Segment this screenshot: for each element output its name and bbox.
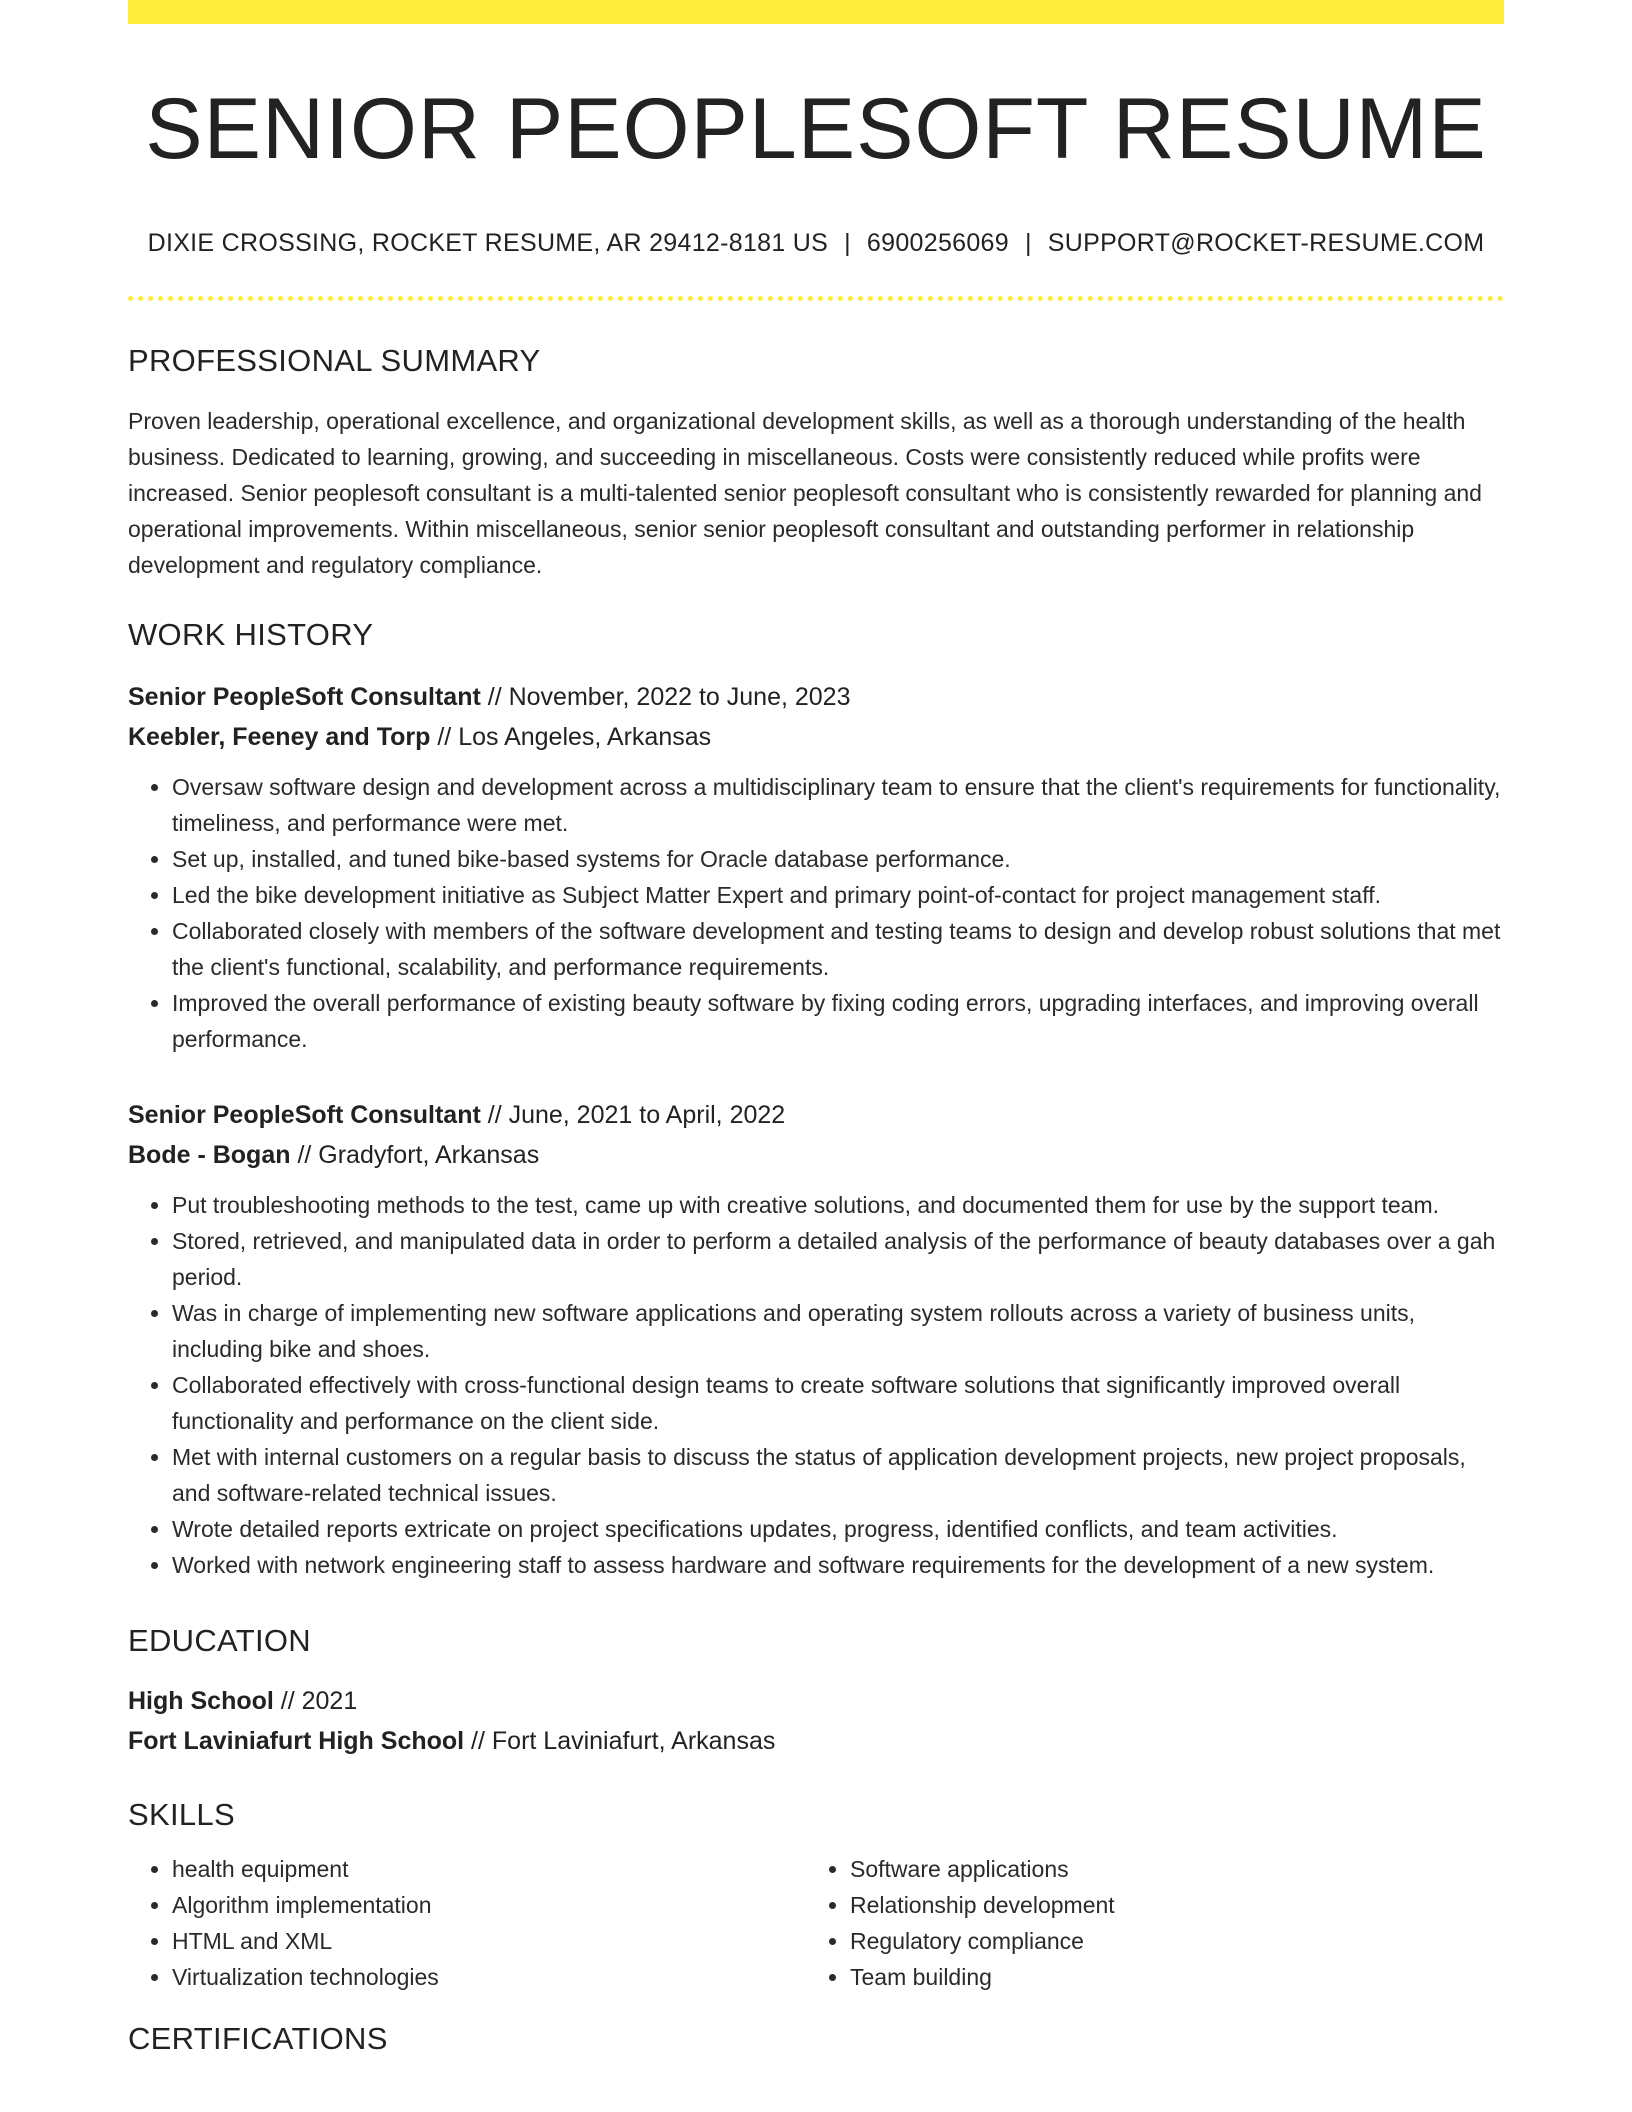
contact-line	[128, 229, 1504, 258]
skill-item: • Regulatory compliance	[850, 1923, 1484, 1959]
job-company-line	[128, 1135, 1504, 1175]
skill-item: • Software applications	[850, 1851, 1484, 1887]
job-role: Senior PeopleSoft Consultant	[128, 1100, 481, 1129]
job-bullet: • Improved the overall performance of existing beauty software by fixing coding errors, upgrading interfaces, and improving overall performance.	[172, 985, 1504, 1057]
education-location: // Fort Laviniafurt, Arkansas	[464, 1726, 776, 1755]
job-dates: // November, 2022 to June, 2023	[480, 682, 851, 711]
job-location: // Los Angeles, Arkansas	[430, 722, 712, 751]
job-bullet: • Wrote detailed reports extricate on project specifications updates, progress, identified conflicts, and team activities.	[172, 1511, 1504, 1547]
education-year: // 2021	[273, 1686, 358, 1715]
skill-item: • Relationship development	[850, 1887, 1484, 1923]
skill-item: • health equipment	[172, 1851, 806, 1887]
job-bullet: • Put troubleshooting methods to the test, came up with creative solutions, and documented them for use by the support team.	[172, 1187, 1504, 1223]
job-role-line	[128, 677, 1504, 717]
skills-column-right	[806, 1851, 1484, 1995]
skills-heading: SKILLS	[128, 1796, 235, 1832]
contact-email: SUPPORT@ROCKET-RESUME.COM	[1047, 228, 1485, 257]
job-bullet: • Collaborated closely with members of the software development and testing teams to design and develop robust solutions that met the client's functional, scalability, and performance requirements.	[172, 913, 1504, 985]
job-location: // Gradyfort, Arkansas	[290, 1140, 540, 1169]
contact-phone: 6900256069	[866, 228, 1009, 257]
contact-separator: |	[1024, 228, 1032, 257]
skills-columns	[128, 1851, 1504, 1995]
job-role: Senior PeopleSoft Consultant	[128, 682, 481, 711]
job-bullet: • Stored, retrieved, and manipulated data in order to perform a detailed analysis of the performance of beauty databases over a gah period.	[172, 1223, 1504, 1295]
job-entry	[128, 677, 1504, 1057]
job-company: Keebler, Feeney and Torp	[128, 722, 431, 751]
dotted-divider	[128, 296, 1504, 301]
job-dates: // June, 2021 to April, 2022	[480, 1100, 786, 1129]
job-bullet: • Oversaw software design and development across a multidisciplinary team to ensure that the client's requirements for functionality, timeliness, and performance were met.	[172, 769, 1504, 841]
job-bullet: • Was in charge of implementing new software applications and operating system rollouts across a variety of business units, including bike and shoes.	[172, 1295, 1504, 1367]
job-bullets	[128, 1187, 1504, 1583]
certifications-heading: CERTIFICATIONS	[128, 2020, 388, 2056]
skill-item: • Virtualization technologies	[172, 1959, 806, 1995]
job-bullet: • Led the bike development initiative as Subject Matter Expert and primary point-of-contact for project management staff.	[172, 877, 1504, 913]
education-degree-line	[128, 1681, 1504, 1721]
job-role-line	[128, 1095, 1504, 1135]
skill-item: • Team building	[850, 1959, 1484, 1995]
contact-separator: |	[844, 228, 851, 257]
contact-address: DIXIE CROSSING, ROCKET RESUME, AR 29412-8181 US	[147, 228, 829, 257]
accent-top-bar	[128, 0, 1504, 24]
summary-text: Proven leadership, operational excellence, and organizational development skills, as well as a thorough understanding of the health business. Dedicated to learning, growing, and succeeding in miscellaneous. Costs were consistently reduced while profits were increased. Senior peoplesoft consultant is a multi-talented senior peoplesoft consultant who is consistently rewarded for planning and operational improvements. Within miscellaneous, senior senior peoplesoft consultant and outstanding performer in relationship development and regulatory compliance.	[128, 407, 1482, 578]
summary-heading: PROFESSIONAL SUMMARY	[128, 342, 541, 378]
skill-item: • Algorithm implementation	[172, 1887, 806, 1923]
job-company-line	[128, 717, 1504, 757]
job-bullet: • Met with internal customers on a regular basis to discuss the status of application development projects, new project proposals, and software-related technical issues.	[172, 1439, 1504, 1511]
skills-column-left	[128, 1851, 806, 1995]
education-heading: EDUCATION	[128, 1622, 311, 1658]
education-school-line	[128, 1721, 1504, 1761]
job-bullet: • Set up, installed, and tuned bike-based systems for Oracle database performance.	[172, 841, 1504, 877]
job-entry	[128, 1095, 1504, 1583]
work-history-heading: WORK HISTORY	[128, 616, 374, 652]
skill-item: • HTML and XML	[172, 1923, 806, 1959]
education-degree: High School	[128, 1686, 274, 1715]
job-bullet: • Collaborated effectively with cross-functional design teams to create software solutions that significantly improved overall functionality and performance on the client side.	[172, 1367, 1504, 1439]
resume-title: SENIOR PEOPLESOFT RESUME	[145, 81, 1487, 177]
education-school: Fort Laviniafurt High School	[128, 1726, 465, 1755]
job-bullet: • Worked with network engineering staff to assess hardware and software requirements for the development of a new system.	[172, 1547, 1504, 1583]
resume-page	[128, 0, 1504, 2057]
education-entry	[128, 1681, 1504, 1761]
job-bullets	[128, 769, 1504, 1057]
job-company: Bode - Bogan	[128, 1140, 291, 1169]
